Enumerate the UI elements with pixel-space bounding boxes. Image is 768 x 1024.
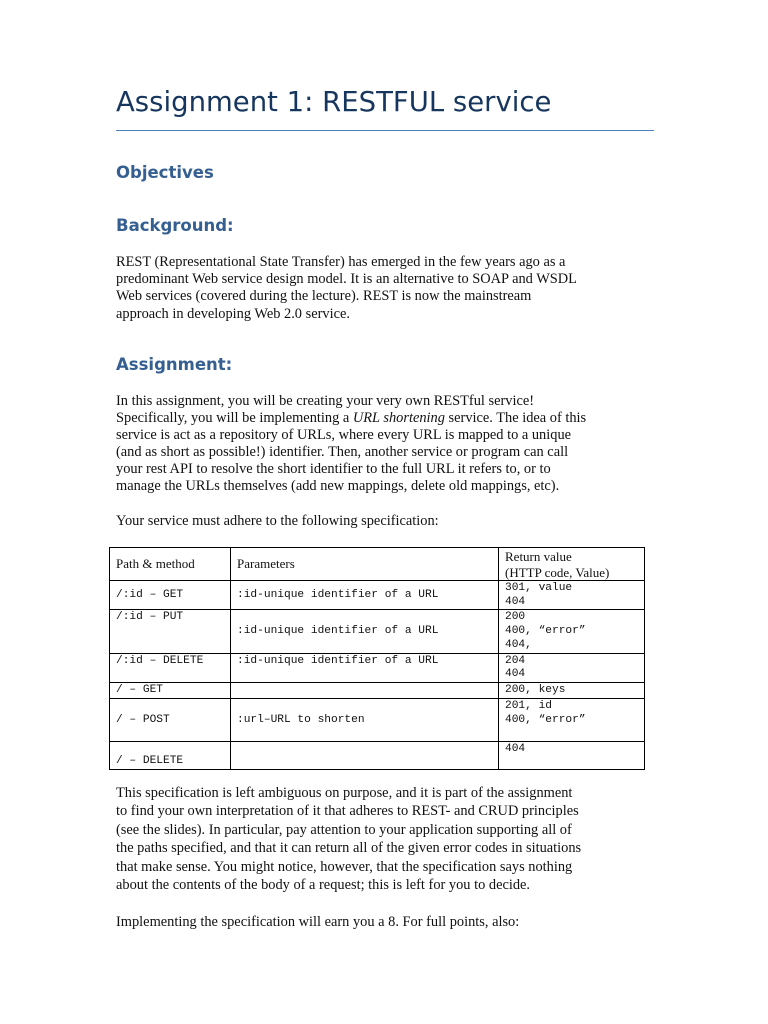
- cell-path: /:id – GET: [110, 581, 231, 610]
- heading-assignment: Assignment:: [116, 355, 233, 374]
- table-row: [110, 741, 645, 769]
- header-return-value: [499, 548, 645, 581]
- cell-path: / – POST: [110, 698, 231, 741]
- assignment-paragraph: [116, 393, 656, 496]
- return-line: 201, id: [505, 699, 552, 712]
- heading-objectives: Objectives: [116, 163, 214, 182]
- table-row: [110, 682, 645, 698]
- header-parameters: Parameters: [231, 548, 499, 581]
- cell-path: /:id – DELETE: [110, 653, 231, 682]
- paragraph-line: your rest API to resolve the short identifier to the full URL it refers to, or to: [116, 461, 551, 478]
- specification-table: [109, 547, 645, 770]
- paragraph-line: manage the URLs themselves (add new mappings, delete old mappings, etc).: [116, 478, 560, 495]
- cell-returns: [499, 581, 645, 610]
- cell-path: / – DELETE: [110, 741, 231, 769]
- table-row: [110, 698, 645, 741]
- table-header-row: [110, 548, 645, 581]
- paragraph-line: that make sense. You might notice, however, that the specification says nothing: [116, 858, 573, 875]
- table-row: [110, 610, 645, 653]
- header-line: Return value: [505, 549, 572, 564]
- cell-params: :id-unique identifier of a URL: [231, 653, 499, 682]
- paragraph-line: approach in developing Web 2.0 service.: [116, 305, 350, 322]
- background-paragraph: [116, 254, 656, 323]
- return-line: 404: [505, 668, 526, 681]
- cell-path: /:id – PUT: [110, 610, 231, 653]
- line-text: Specifically, you will be implementing a: [116, 410, 353, 427]
- cell-params: [231, 741, 499, 769]
- header-line: (HTTP code, Value): [505, 564, 610, 580]
- return-line: 404: [505, 595, 526, 608]
- cell-returns: [499, 682, 645, 698]
- paragraph-line: about the contents of the body of a request; this is left for you to decide.: [116, 877, 531, 894]
- heading-background: Background:: [116, 216, 234, 235]
- return-line: 301, value: [505, 582, 573, 594]
- emphasized-term: URL shortening: [352, 410, 445, 427]
- paragraph-line: the paths specified, and that it can return all of the given error codes in situations: [116, 840, 582, 857]
- cell-path: / – GET: [110, 682, 231, 698]
- header-path-method: Path & method: [110, 548, 231, 581]
- cell-returns: [499, 653, 645, 682]
- paragraph-line: predominant Web service design model. It is an alternative to SOAP and WSDL: [116, 271, 577, 288]
- paragraph-line: [116, 410, 656, 427]
- cell-params: :id-unique identifier of a URL: [231, 581, 499, 610]
- line-text: service. The idea of this: [444, 410, 587, 427]
- return-line: 404: [505, 742, 526, 755]
- document-title: Assignment 1: RESTFUL service: [116, 86, 552, 118]
- cell-returns: [499, 698, 645, 741]
- return-line: 400, “error”: [505, 625, 586, 638]
- cell-returns: [499, 610, 645, 653]
- cell-params: [231, 682, 499, 698]
- paragraph-line: (and as short as possible!) identifier. Then, another service or program can call: [116, 444, 569, 461]
- return-line: 204: [505, 654, 526, 667]
- paragraph-line: service is act as a repository of URLs, where every URL is mapped to a unique: [116, 427, 572, 444]
- paragraph-line: REST (Representational State Transfer) has emerged in the few years ago as a: [116, 254, 566, 270]
- title-underline: [116, 130, 654, 131]
- closing-line: Implementing the specification will earn you a 8. For full points, also:: [116, 914, 520, 930]
- paragraph-line: (see the slides). In particular, pay attention to your application supporting all of: [116, 821, 572, 838]
- cell-params: :url–URL to shorten: [231, 698, 499, 741]
- table-row: [110, 581, 645, 610]
- return-line: 404,: [505, 638, 532, 651]
- return-line: 200, keys: [505, 683, 566, 696]
- paragraph-line: to find your own interpretation of it that adheres to REST- and CRUD principles: [116, 803, 579, 820]
- paragraph-line: In this assignment, you will be creating your very own RESTful service!: [116, 393, 535, 409]
- spec-intro: Your service must adhere to the following specification:: [116, 513, 439, 529]
- paragraph-line: This specification is left ambiguous on purpose, and it is part of the assignment: [116, 785, 573, 801]
- return-line: 200: [505, 611, 526, 624]
- cell-returns: [499, 741, 645, 769]
- paragraph-line: Web services (covered during the lecture). REST is now the mainstream: [116, 288, 532, 305]
- interpretation-paragraph: [116, 784, 656, 894]
- table-row: [110, 653, 645, 682]
- return-line: 400, “error”: [505, 713, 586, 726]
- cell-params: :id-unique identifier of a URL: [231, 610, 499, 653]
